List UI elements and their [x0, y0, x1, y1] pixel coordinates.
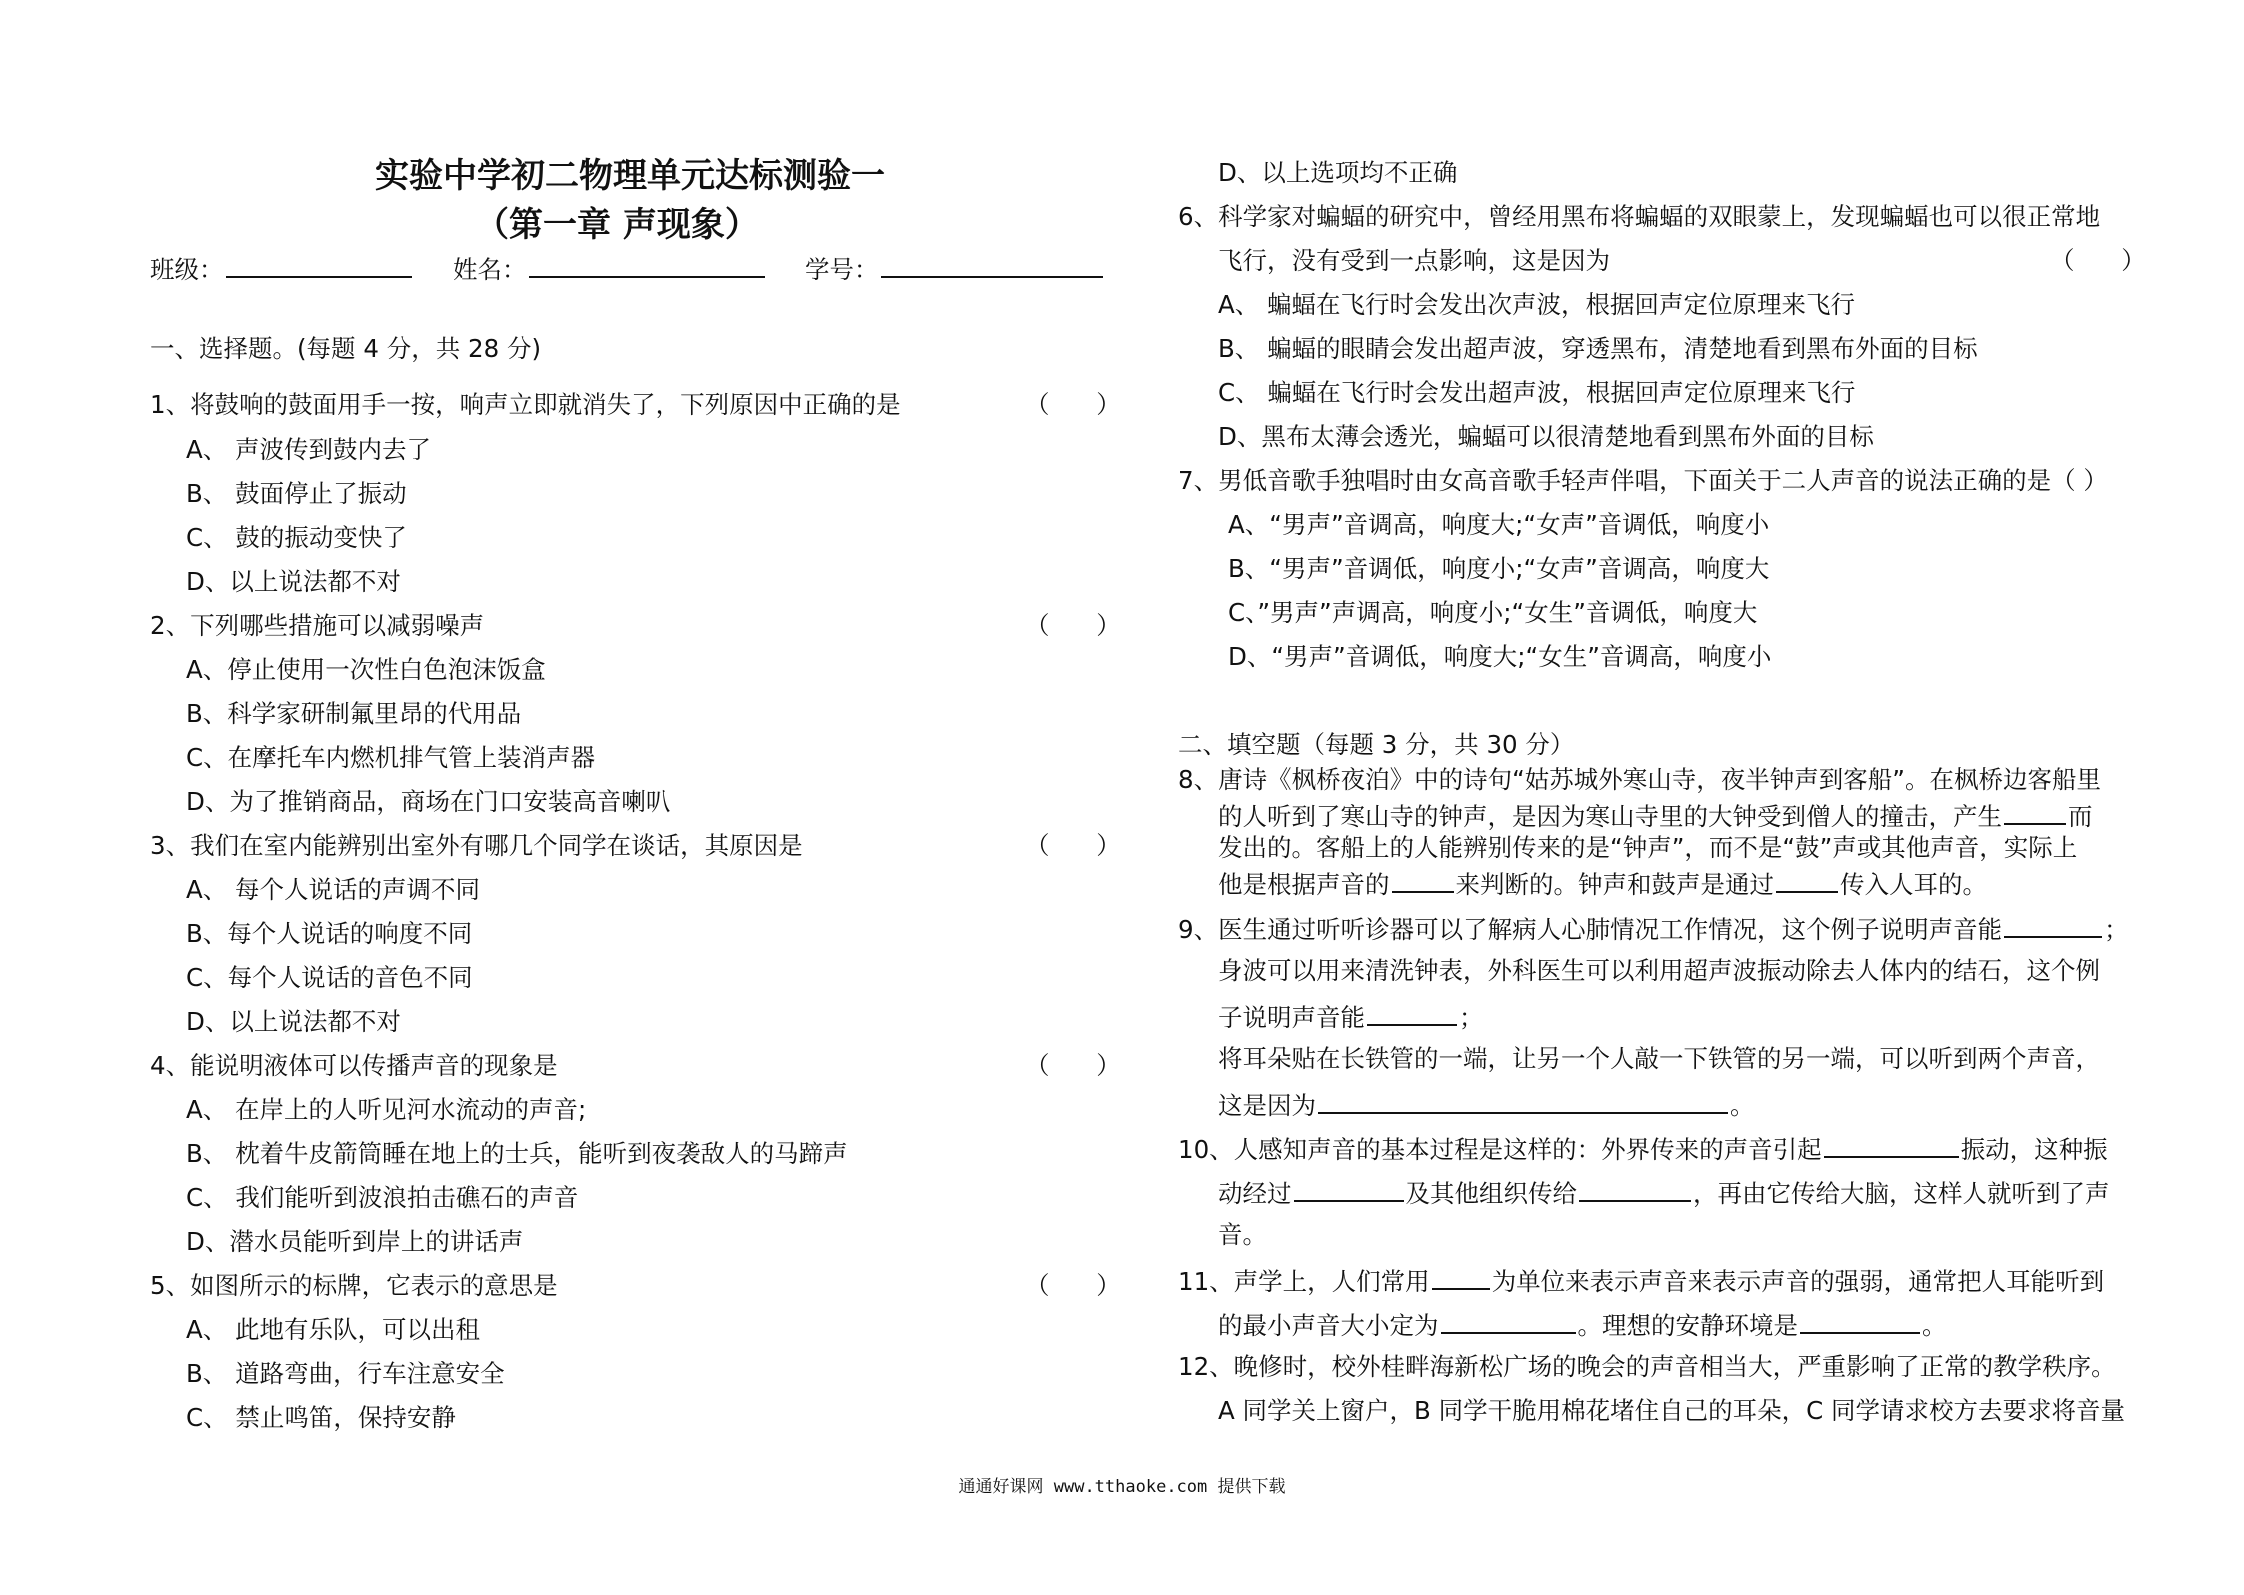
q5-option-a[interactable]: A、 此地有乐队，可以出租 — [186, 1315, 481, 1344]
q11-text: 的最小声音大小定为 — [1218, 1311, 1439, 1340]
exam-title: 实验中学初二物理单元达标测验一 — [375, 156, 885, 196]
q7-stem: 7、男低音歌手独唱时由女高音歌手轻声伴唱，下面关于二人声音的说法正确的是（ ） — [1178, 466, 2108, 495]
q6-answer-paren[interactable]: （ ） — [2050, 246, 2146, 275]
q8-line1: 8、唐诗《枫桥夜泊》中的诗句“姑苏城外寒山寺，夜半钟声到客船”。在枫桥边客船里 — [1178, 765, 2101, 794]
q4-option-d[interactable]: D、潜水员能听到岸上的讲话声 — [186, 1227, 524, 1256]
q7-option-a[interactable]: A、“男声”音调高，响度大;“女声”音调低，响度小 — [1228, 510, 1770, 539]
q8-line4 — [1218, 865, 1987, 902]
q5-stem: 5、如图所示的标牌，它表示的意思是 — [150, 1271, 558, 1300]
q4-answer-paren[interactable]: （ ） — [1025, 1051, 1121, 1080]
q9-text: 子说明声音能 — [1218, 1003, 1365, 1032]
q12-line1: 12、晚修时，校外桂畔海新松广场的晚会的声音相当大，严重影响了正常的教学秩序。 — [1178, 1352, 2116, 1381]
id-field[interactable] — [805, 250, 1105, 287]
class-label: 班级： — [150, 255, 224, 284]
q11-text: 。理想的安静环境是 — [1577, 1311, 1798, 1340]
q9-text: 9、医生通过听听诊器可以了解病人心肺情况工作情况，这个例子说明声音能 — [1178, 915, 2003, 944]
q11-text: 。 — [1922, 1311, 1947, 1340]
q2-option-b[interactable]: B、科学家研制氟里昂的代用品 — [186, 699, 522, 728]
q8-blank-1[interactable] — [2004, 797, 2066, 825]
q9-line1 — [1178, 910, 2129, 947]
q8-text: 而 — [2068, 802, 2093, 831]
q4-option-c[interactable]: C、 我们能听到波浪拍击礁石的声音 — [186, 1183, 579, 1212]
q5-option-c[interactable]: C、 禁止鸣笛，保持安静 — [186, 1403, 456, 1432]
name-blank[interactable] — [529, 250, 765, 278]
q10-blank-2[interactable] — [1294, 1174, 1404, 1202]
q3-option-a[interactable]: A、 每个人说话的声调不同 — [186, 875, 481, 904]
q8-line3: 发出的。客船上的人能辨别传来的是“钟声”，而不是“鼓”声或其他声音，实际上 — [1218, 833, 2078, 862]
q7-option-d[interactable]: D、“男声”音调低，响度大;“女生”音调高，响度小 — [1228, 642, 1772, 671]
q10-text: ，再由它传给大脑，这样人就听到了声 — [1693, 1179, 2110, 1208]
q10-blank-1[interactable] — [1824, 1130, 1959, 1158]
q3-option-b[interactable]: B、每个人说话的响度不同 — [186, 919, 473, 948]
q6-option-c[interactable]: C、 蝙蝠在飞行时会发出超声波，根据回声定位原理来飞行 — [1218, 378, 1856, 407]
id-label: 学号： — [805, 255, 879, 284]
page-footer: 通通好课网 www.tthaoke.com 提供下载 — [958, 1477, 1286, 1497]
q10-text: 及其他组织传给 — [1405, 1179, 1577, 1208]
q9-blank-3[interactable] — [1318, 1086, 1728, 1114]
q1-stem: 1、将鼓响的鼓面用手一按，响声立即就消失了，下列原因中正确的是 — [150, 390, 901, 419]
q8-blank-3[interactable] — [1776, 865, 1838, 893]
q2-answer-paren[interactable]: （ ） — [1025, 611, 1121, 640]
q9-line3 — [1218, 998, 1484, 1035]
q1-option-d[interactable]: D、以上说法都不对 — [186, 567, 401, 596]
q4-option-b[interactable]: B、 枕着牛皮箭筒睡在地上的士兵，能听到夜袭敌人的马蹄声 — [186, 1139, 848, 1168]
q3-answer-paren[interactable]: （ ） — [1025, 831, 1121, 860]
q8-line2 — [1218, 797, 2093, 834]
q8-text: 传入人耳的。 — [1840, 870, 1987, 899]
q11-blank-3[interactable] — [1800, 1306, 1920, 1334]
id-blank[interactable] — [881, 250, 1103, 278]
q3-option-d[interactable]: D、以上说法都不对 — [186, 1007, 401, 1036]
q5-option-d[interactable]: D、以上选项均不正确 — [1218, 158, 1458, 187]
q11-blank-2[interactable] — [1441, 1306, 1576, 1334]
q4-stem: 4、能说明液体可以传播声音的现象是 — [150, 1051, 558, 1080]
q12-line2: A 同学关上窗户，B 同学干脆用棉花堵住自己的耳朵，C 同学请求校方去要求将音量 — [1218, 1396, 2126, 1425]
q9-blank-1[interactable] — [2004, 910, 2102, 938]
q10-text: 振动，这种振 — [1960, 1135, 2108, 1164]
q2-option-a[interactable]: A、停止使用一次性白色泡沫饭盒 — [186, 655, 546, 684]
q9-text: 。 — [1730, 1091, 1755, 1120]
class-blank[interactable] — [226, 250, 412, 278]
q9-text: ； — [1459, 1003, 1484, 1032]
q8-blank-2[interactable] — [1392, 865, 1454, 893]
q1-option-c[interactable]: C、 鼓的振动变快了 — [186, 523, 407, 552]
q2-stem: 2、下列哪些措施可以减弱噪声 — [150, 611, 485, 640]
class-field[interactable] — [150, 250, 414, 287]
q11-text: 11、声学上，人们常用 — [1178, 1267, 1430, 1296]
q8-text: 的人听到了寒山寺的钟声，是因为寒山寺里的大钟受到僧人的撞击，产生 — [1218, 802, 2002, 831]
q10-blank-3[interactable] — [1579, 1174, 1691, 1202]
q7-option-b[interactable]: B、“男声”音调低，响度小;“女声”音调高，响度大 — [1228, 554, 1770, 583]
q9-line2: 身波可以用来清洗钟表，外科医生可以利用超声波振动除去人体内的结石，这个例 — [1218, 956, 2100, 985]
q8-text: 他是根据声音的 — [1218, 870, 1390, 899]
q9-line4: 将耳朵贴在长铁管的一端，让另一个人敲一下铁管的另一端，可以听到两个声音， — [1218, 1044, 2100, 1073]
q10-text: 动经过 — [1218, 1179, 1292, 1208]
q11-line1 — [1178, 1262, 2104, 1299]
q3-stem: 3、我们在室内能辨别出室外有哪几个同学在谈话，其原因是 — [150, 831, 803, 860]
section1-heading: 一、选择题。(每题 4 分，共 28 分) — [150, 334, 542, 363]
q3-option-c[interactable]: C、每个人说话的音色不同 — [186, 963, 473, 992]
q11-text: 为单位来表示声音来表示声音的强弱，通常把人耳能听到 — [1491, 1267, 2105, 1296]
q10-line1 — [1178, 1130, 2108, 1167]
q2-option-c[interactable]: C、在摩托车内燃机排气管上装消声器 — [186, 743, 596, 772]
q5-option-b[interactable]: B、 道路弯曲，行车注意安全 — [186, 1359, 505, 1388]
q10-line2 — [1218, 1174, 2110, 1211]
section2-heading: 二、填空题（每题 3 分，共 30 分） — [1178, 730, 1575, 759]
q9-text: 这是因为 — [1218, 1091, 1316, 1120]
q6-stem-line2: 飞行，没有受到一点影响，这是因为 — [1218, 246, 1610, 275]
q1-option-b[interactable]: B、 鼓面停止了振动 — [186, 479, 407, 508]
q4-option-a[interactable]: A、 在岸上的人听见河水流动的声音; — [186, 1095, 587, 1124]
q7-option-c[interactable]: C、”男声”声调高，响度小;“女生”音调低，响度大 — [1228, 598, 1758, 627]
name-field[interactable] — [453, 250, 767, 287]
q11-line2 — [1218, 1306, 1947, 1343]
q10-line3: 音。 — [1218, 1220, 1267, 1249]
q6-option-d[interactable]: D、黑布太薄会透光，蝙蝠可以很清楚地看到黑布外面的目标 — [1218, 422, 1874, 451]
q11-blank-1[interactable] — [1432, 1262, 1490, 1290]
q6-option-b[interactable]: B、 蝙蝠的眼睛会发出超声波，穿透黑布，清楚地看到黑布外面的目标 — [1218, 334, 1978, 363]
q9-blank-2[interactable] — [1367, 998, 1457, 1026]
q1-answer-paren[interactable]: （ ） — [1025, 390, 1121, 419]
q1-option-a[interactable]: A、 声波传到鼓内去了 — [186, 435, 432, 464]
q6-option-a[interactable]: A、 蝙蝠在飞行时会发出次声波，根据回声定位原理来飞行 — [1218, 290, 1856, 319]
q9-text: ； — [2104, 915, 2129, 944]
q10-text: 10、人感知声音的基本过程是这样的：外界传来的声音引起 — [1178, 1135, 1822, 1164]
q2-option-d[interactable]: D、为了推销商品，商场在门口安装高音喇叭 — [186, 787, 671, 816]
q8-text: 来判断的。钟声和鼓声是通过 — [1455, 870, 1774, 899]
q6-stem-line1: 6、科学家对蝙蝠的研究中，曾经用黑布将蝙蝠的双眼蒙上，发现蝙蝠也可以很正常地 — [1178, 202, 2101, 231]
q9-line5 — [1218, 1086, 1755, 1123]
name-label: 姓名： — [453, 255, 527, 284]
exam-subtitle: （第一章 声现象） — [475, 205, 759, 245]
q5-answer-paren[interactable]: （ ） — [1025, 1271, 1121, 1300]
